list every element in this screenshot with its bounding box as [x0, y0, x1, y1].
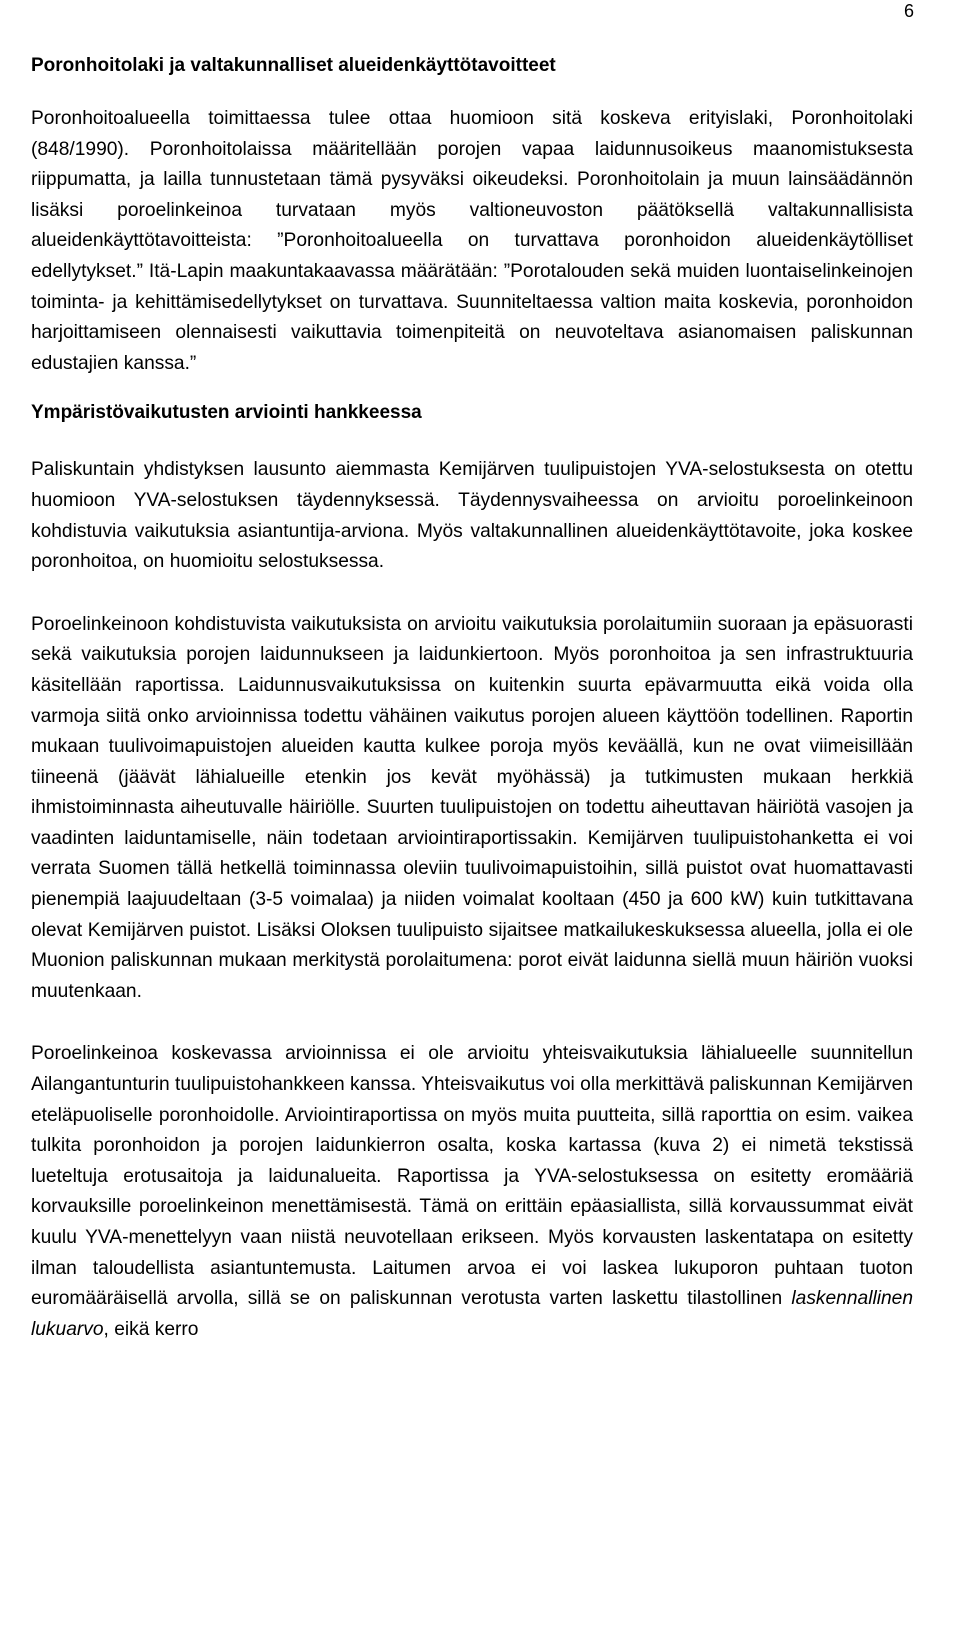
section-heading-poronhoitolaki: Poronhoitolaki ja valtakunnalliset alueidenkäyttötavoitteet: [31, 55, 556, 76]
paragraph-yhteisvaikutukset-text: Poroelinkeinoa koskevassa arvioinnissa ei ole arvioitu yhteisvaikutuksia lähialueelle suunnitellun Ailangantunturin tuulipuistohankkeen kanssa. Yhteisvaikutus voi olla merkittävä paliskunnan Kemijärven eteläpuoliselle poronhoidolle. Arviointiraportissa on myös muita puutteita, sillä raporttia on esim. vaikea tulkita poronhoidon ja porojen laidunkierron osalta, koska kartassa (kuva 2) ei nimetä tekstissä lueteltuja erotusaitoja ja laidunalueita. Raportissa ja YVA-selostuksessa on esitetty eromääriä korvauksille poroelinkeinon menettämisestä. Tämä on erittäin epäasiallista, sillä korvaussummat eivät kuulu YVA-menettelyyn vaan niistä neuvotellaan erikseen. Myös korvausten laskentatapa on esitetty ilman taloudellista asiantuntemusta. Laitumen arvoa ei voi laskea lukuporon puhtaan tuoton euromääräisellä arvolla, sillä se on paliskunnan verotusta varten laskettu tilastollinen: [31, 1043, 913, 1310]
document-body: [31, 52, 913, 1345]
paragraph-poronhoitolaki: Poronhoitoalueella toimittaessa tulee ottaa huomioon sitä koskeva erityislaki, Poronhoitolaki (848/1990). Poronhoitolaissa määritellään porojen vapaa laidunnusoikeus maanomistuksesta riippumatta, ja lailla tunnustetaan tämä pysyväksi oikeudeksi. Poronhoitolain ja muun lainsäädännön lisäksi poroelinkeinoa turvataan myös valtioneuvoston päätöksellä valtakunnallisista alueidenkäyttötavoitteista: ”Poronhoitoalueella on turvattava poronhoidon alueidenkäytölliset edellytykset.” Itä-Lapin maakuntakaavassa määrätään: ”Porotalouden sekä muiden luontaiselinkeinojen toiminta- ja kehittämisedellytykset on turvattava. Suunniteltaessa valtion maita koskevia, poronhoidon harjoittamiseen olennaisesti vaikuttavia toimenpiteitä on neuvoteltava asianomaisen paliskunnan edustajien kanssa.”: [31, 108, 913, 374]
section-heading-yva: Ympäristövaikutusten arviointi hankkeessa: [31, 402, 422, 424]
paragraph-yhteisvaikutukset-tail: , eikä kerro: [103, 1318, 199, 1340]
paragraph-vaikutukset: Poroelinkeinoon kohdistuvista vaikutuksista on arvioitu vaikutuksia porolaitumiin suoraan ja epäsuorasti sekä vaikutuksia porojen laidunnukseen ja laidunkiertoon. Myös poronhoitoa ja sen infrastruktuuria käsitellään raportissa. Laidunnusvaikutuksissa on kuitenkin suurta epävarmuutta eikä voida olla varmoja siitä onko arvioinnissa todettu vähäinen vaikutus porojen alueen käyttöön todellinen. Raportin mukaan tuulivoimapuistojen alueiden kautta kulkee poroja myös keväällä, kun ne ovat viimeisillään tiineenä (jäävät lähialueille etenkin jos kevät myöhässä) ja tutkimusten mukaan herkkiä ihmistoiminnasta aiheutuvalle häiriölle. Suurten tuulipuistojen on todettu aiheuttavan häiriötä vasojen ja vaadinten laiduntamiselle, näin todetaan arviointiraportissakin. Kemijärven tuulipuistohanketta ei voi verrata Suomen tällä hetkellä toiminnassa oleviin tuulivoimapuistoihin, sillä puistot ovat huomattavasti pienempiä laajuudeltaan (3-5 voimalaa) ja niiden voimalat kooltaan (450 ja 600 kW) kuin tutkittavana olevat Kemijärven puistot. Lisäksi Oloksen tuulipuisto sijaitsee matkailukeskuksessa alueella, jolla ei ole Muonion paliskunnan mukaan merkitystä porolaitumena: porot eivät laidunna siellä muun häiriön vuoksi muutenkaan.: [31, 613, 913, 1002]
page-number: 6: [903, 1, 914, 21]
paragraph-yva-lausunto: Paliskuntain yhdistyksen lausunto aiemmasta Kemijärven tuulipuistojen YVA-selostuksesta on otettu huomioon YVA-selostuksen täydennyksessä. Täydennysvaiheessa on arvioitu poroelinkeinoon kohdistuvia vaikutuksia asiantuntija-arviona. Myös valtakunnallinen alueidenkäyttötavoite, joka koskee poronhoitoa, on huomioitu selostuksessa.: [31, 459, 913, 573]
emphasized-term: laskennallinen lukuarvo: [31, 1288, 913, 1340]
paragraph-yhteisvaikutukset: [31, 1039, 913, 1345]
